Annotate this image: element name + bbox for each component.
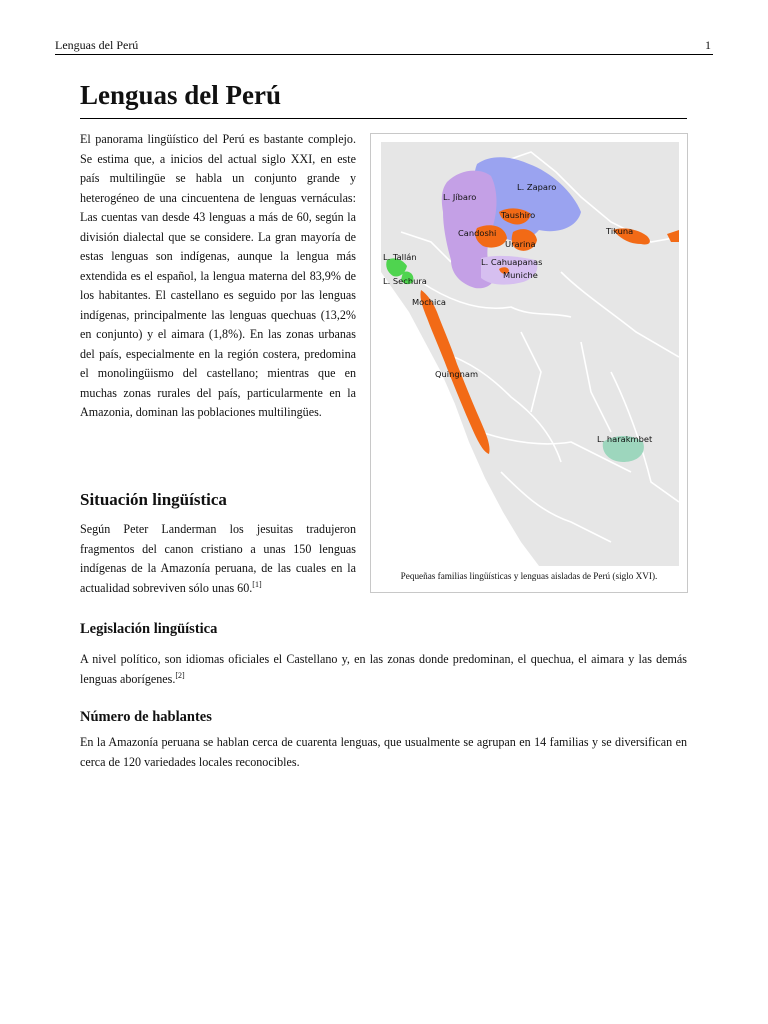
label-cahuapanas: L. Cahuapanas [481, 257, 543, 267]
ref-situacion[interactable]: [1] [252, 579, 262, 589]
label-candoshi: Candoshi [458, 228, 497, 238]
text-legislacion: A nivel político, son idiomas oficiales el Castellano y, en las zonas donde predominan, el quechua, el aimara y las demás lenguas aborígenes. [80, 652, 687, 686]
heading-situacion: Situación lingüística [80, 490, 227, 509]
language-map-figure [370, 133, 688, 593]
intro-paragraph: El panorama lingüístico del Perú es bastante complejo. Se estima que, a inicios del actual siglo XXI, en este país multilingüe se habla un conjunto grande y heterogéneo de una cincuentena de lenguas vernáculas: Las cuentas van desde 43 lenguas a más de 60, según la división dialectal que se considere. La gran mayoría de estas lenguas son indígenas, aunque la lengua más extendida es el español, la lengua materna del 83,9% de los habitantes. El castellano es seguido por las lenguas indígenas, principalmente las lenguas quechuas (13,2% en conjunto) y el aimara (1,8%). En las zonas urbanas del país, especialmente en la región costera, predomina el monolingüismo del castellano; mientras que en muchas zonas rurales del país, particularmente en la Amazonia, dominan las poblaciones multilingües. [80, 132, 356, 419]
paragraph-legislacion [80, 650, 687, 689]
paragraph-hablantes: En la Amazonía peruana se hablan cerca de cuarenta lenguas, que usualmente se agrupan en 14 familias y se diversifican en cerca de 120 variedades locales reconocibles. [80, 735, 687, 769]
running-header [55, 36, 713, 55]
label-sechura: L. Sechura [383, 276, 427, 286]
label-jibaro: L. Jíbaro [443, 192, 477, 202]
page-number: 1 [705, 38, 711, 52]
label-harakmbet: L. harakmbet [597, 434, 653, 444]
paragraph-situacion [80, 520, 356, 598]
label-muniche: Muniche [503, 270, 538, 280]
language-map [381, 142, 679, 566]
label-tallan: L. Tallán [383, 252, 417, 262]
label-quingnam: Quingnam [435, 369, 479, 379]
label-tikuna: Tikuna [606, 226, 634, 236]
figure-caption: Pequeñas familias lingüísticas y lenguas aisladas de Perú (siglo XVI). [400, 571, 658, 581]
heading-legislacion: Legislación lingüística [80, 621, 218, 637]
ref-legislacion[interactable]: [2] [175, 670, 185, 680]
label-urarina: Urarina [505, 239, 536, 249]
running-title: Lenguas del Perú [55, 38, 139, 52]
label-zaparo: L. Zaparo [517, 182, 557, 192]
label-taushiro: Taushiro [501, 210, 536, 220]
text-situacion: Según Peter Landerman los jesuitas tradujeron fragmentos del canon cristiano a unas 150 lenguas indígenas de la Amazonía peruana, de las cuales en la actualidad sobreviven sólo unas 60. [80, 522, 356, 595]
heading-hablantes: Número de hablantes [80, 709, 212, 725]
label-mochica: Mochica [412, 297, 447, 307]
page-title: Lenguas del Perú [80, 76, 687, 119]
